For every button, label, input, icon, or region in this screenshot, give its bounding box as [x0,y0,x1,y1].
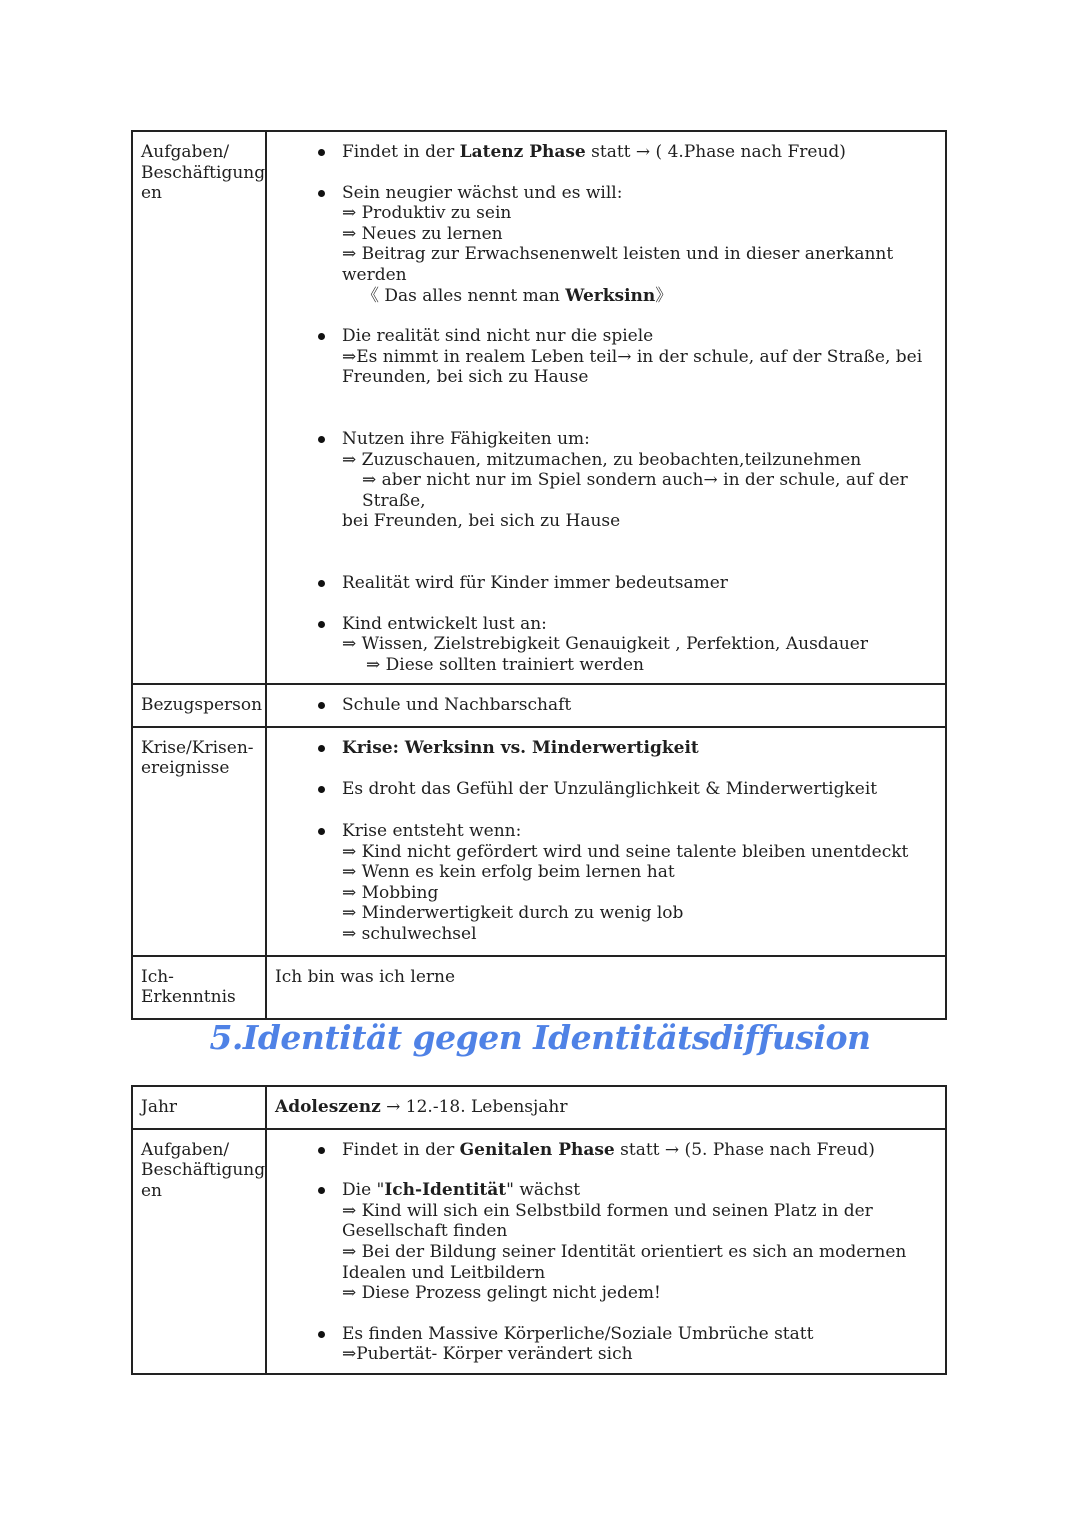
task-item-1: Findet in der Latenz Phase statt → ( 4.Phase nach Freud) [275,142,935,163]
self-insight-row [132,956,946,1019]
task2-item-1: Findet in der Genitalen Phase statt → (5. Phase nach Freud) [275,1140,935,1161]
section-heading: 5.Identität gegen Identitätsdiffusion [209,1018,871,1057]
task-item-3: Die realität sind nicht nur die spiele ⇒Es nimmt in realem Leben teil→ in der schule, auf der Straße, bei Freunden, bei sich zu Hause [275,326,935,388]
tasks2-label: Aufgaben/ Beschäftigung en [132,1129,266,1374]
task-item-2: Sein neugier wächst und es will: ⇒ Produktiv zu sein ⇒ Neues zu lernen ⇒ Beitrag zur Erwachsenenwelt leisten und in dieser anerkannt werden 《 Das alles nennt man Werksinn》 [275,183,935,307]
tasks2-row [132,1129,946,1374]
task2-item-2: Die "Ich-Identität" wächst ⇒ Kind will sich ein Selbstbild formen und seinen Platz in der Gesellschaft finden ⇒ Bei der Bildung seiner Identität orientiert es sich an modernen Idealen und Leitbildern ⇒ Diese Prozess gelingt nicht jedem! [275,1180,935,1304]
reference-person-content [266,684,946,727]
crisis-item-3: Krise entsteht wenn: ⇒ Kind nicht gefördert wird und seine talente bleiben unentdeckt ⇒ Wenn es kein erfolg beim lernen hat ⇒ Mobbing ⇒ Minderwertigkeit durch zu wenig lob ⇒ schulwechsel [275,821,935,945]
year-row [132,1086,946,1129]
erikson-stage4-table [131,130,947,1020]
erikson-stage5-table [131,1085,947,1375]
task2-item-3: Es finden Massive Körperliche/Soziale Umbrüche statt ⇒Pubertät- Körper verändert sich [275,1324,935,1365]
crisis-label: Krise/Krisen- ereignisse [132,727,266,956]
crisis-item-2: Es droht das Gefühl der Unzulänglichkeit & Minderwertigkeit [275,779,935,800]
reference-person-row [132,684,946,727]
tasks-row [132,131,946,684]
task-item-4: Nutzen ihre Fähigkeiten um: ⇒ Zuzuschauen, mitzumachen, zu beobachten,teilzunehmen ⇒ aber nicht nur im Spiel sondern auch→ in der schule, auf der Straße, bei Freunden, bei sich zu Hause [275,429,935,532]
crisis-content [266,727,946,956]
crisis-row [132,727,946,956]
crisis-item-1: Krise: Werksinn vs. Minderwertigkeit [275,738,935,759]
tasks-content [266,131,946,684]
year-content: Adoleszenz → 12.-18. Lebensjahr [266,1086,946,1129]
tasks2-content [266,1129,946,1374]
self-insight-content: Ich bin was ich lerne [266,956,946,1019]
self-insight-label: Ich- Erkenntnis [132,956,266,1019]
tasks-label: Aufgaben/ Beschäftigung en [132,131,266,684]
year-label: Jahr [132,1086,266,1129]
task-item-6: Kind entwickelt lust an: ⇒ Wissen, Zielstrebigkeit Genauigkeit , Perfektion, Ausdauer ⇒ Diese sollten trainiert werden [275,614,935,676]
task-item-5: Realität wird für Kinder immer bedeutsamer [275,573,935,594]
reference-item: Schule und Nachbarschaft [275,695,935,716]
reference-person-label: Bezugsperson [132,684,266,727]
